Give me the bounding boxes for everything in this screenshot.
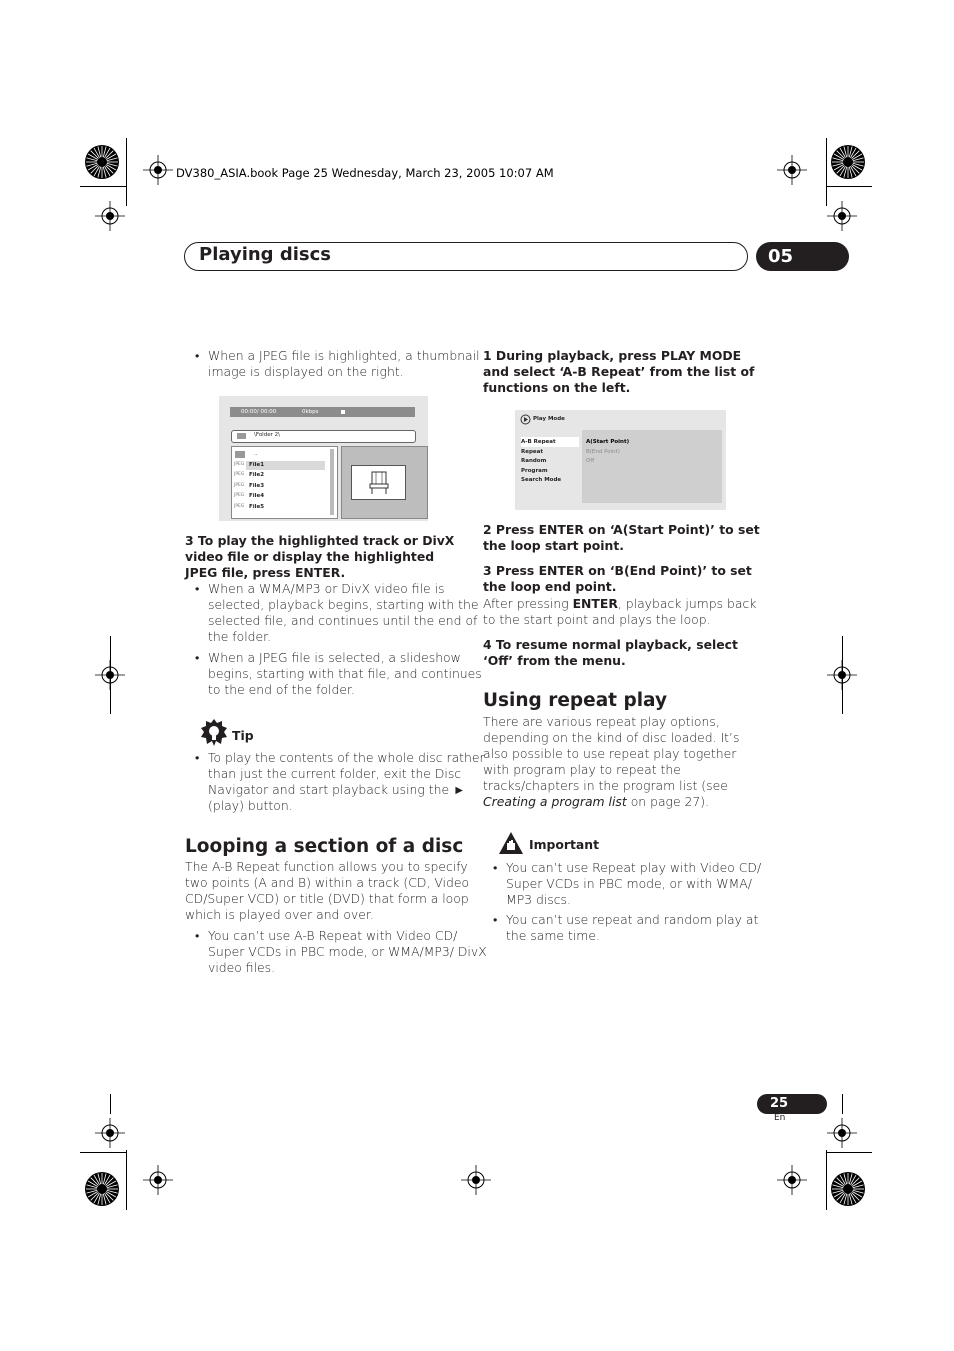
step-3-text-post: , playback jumps back to the start point and plays the loop. <box>483 596 757 627</box>
looping-text: The A-B Repeat function allows you to specify two points (A and B) within a track (CD, Video CD/Super VCD) or title (DVD) that form a loop which is played over and over. <box>185 859 470 922</box>
chair-icon <box>369 471 389 495</box>
jpeg-file-icon: JPEG <box>234 503 245 509</box>
play-mode-menu-item[interactable]: Repeat <box>521 448 543 455</box>
step-4-resume: 4 To resume normal playback, select ‘Off’ from the menu. <box>483 637 738 668</box>
thumbnail-image <box>351 465 406 500</box>
important-bullet-2: • You can’t use repeat and random play at the same time. <box>483 912 781 944</box>
step-3-end-point: 3 Press ENTER on ‘B(End Point)’ to set the loop end point. <box>483 563 752 594</box>
important-bullet-1: • You can’t use Repeat play with Video CD/ Super VCDs in PBC mode, or with WMA/ MP3 discs. <box>483 860 781 908</box>
play-mode-screenshot <box>515 410 726 510</box>
program-list-ref: Creating a program list <box>483 794 627 809</box>
crop-line <box>110 1094 111 1114</box>
play-mode-option[interactable]: A(Start Point) <box>586 439 630 445</box>
step-2-start-point: 2 Press ENTER on ‘A(Start Point)’ to set the loop start point. <box>483 522 760 553</box>
wma-bullet: • When a WMA/MP3 or DivX video file is selected, playback begins, starting with the selected file, and continues until the end of the folder. <box>185 581 488 645</box>
folder-icon <box>237 433 246 439</box>
crop-line <box>110 636 111 714</box>
repeat-heading: Using repeat play <box>483 690 668 711</box>
jpeg-file-icon: JPEG <box>234 472 245 478</box>
play-mode-menu-item[interactable]: Random <box>521 458 547 465</box>
print-info: DV380_ASIA.book Page 25 Wednesday, March 23, 2005 10:07 AM <box>176 166 554 180</box>
repeat-text <box>483 714 763 810</box>
crop-line <box>80 1152 126 1153</box>
tip-bullet: • To play the contents of the whole disc rather than just the current folder, exit the Disc Navigator and start playback using the ► (play) button. <box>185 750 488 814</box>
crop-line <box>126 138 127 206</box>
registration-mark <box>777 155 807 185</box>
play-mode-title: Play Mode <box>533 416 565 422</box>
step-1-play-mode: 1 During playback, press PLAY MODE and select ‘A-B Repeat’ from the list of functions on the left. <box>483 348 755 395</box>
color-target-mark <box>84 144 120 180</box>
color-target-mark <box>84 1171 120 1207</box>
registration-mark <box>95 1118 125 1148</box>
folder-icon <box>235 451 245 458</box>
file-item[interactable]: File4 <box>249 493 265 500</box>
slideshow-bullet: • When a JPEG file is selected, a slideshow begins, starting with that file, and continues to the end of the folder. <box>185 650 488 698</box>
disc-navigator-screenshot <box>219 396 428 521</box>
color-target-mark <box>830 144 866 180</box>
registration-mark <box>777 1165 807 1195</box>
step-3-description <box>483 596 763 628</box>
looping-bullet: • You can’t use A-B Repeat with Video CD/ Super VCDs in PBC mode, or WMA/MP3/ DivX video files. <box>185 928 488 976</box>
folder-path-field <box>231 430 416 443</box>
registration-mark <box>95 201 125 231</box>
crop-line <box>126 1150 127 1210</box>
file-item[interactable]: File2 <box>249 472 265 479</box>
language-label: En <box>774 1113 786 1123</box>
jpeg-file-icon: JPEG <box>234 493 245 499</box>
repeat-text-pre: There are various repeat play options, depending on the kind of disc loaded. It’s also possible to use repeat play together with program play to repeat the tracks/chapters in the program list (see <box>483 714 740 793</box>
jpeg-file-icon: JPEG <box>234 462 245 467</box>
thumbnail-panel <box>341 446 428 519</box>
time-readout: 00:00/ 00:00 <box>241 409 277 415</box>
registration-mark <box>827 1118 857 1148</box>
scrollbar <box>330 449 334 515</box>
options-panel <box>582 430 722 503</box>
file-list <box>231 446 338 519</box>
stop-icon <box>341 410 345 414</box>
file-item[interactable]: File1 <box>249 462 265 468</box>
crop-line <box>826 186 872 187</box>
play-mode-option[interactable]: Off <box>586 458 595 465</box>
important-label: Important <box>529 837 600 852</box>
play-mode-menu-item[interactable]: Program <box>521 467 548 474</box>
bitrate-readout: 0kbps <box>302 409 319 415</box>
crop-line <box>826 1150 827 1210</box>
chapter-title: Playing discs <box>199 244 331 265</box>
play-mode-option[interactable]: B(End Point) <box>586 448 620 455</box>
registration-mark <box>143 1165 173 1195</box>
crop-line <box>842 636 843 714</box>
crop-line <box>826 138 827 206</box>
play-mode-icon <box>520 414 531 425</box>
important-warning-icon <box>498 831 524 855</box>
parent-folder: .. <box>254 451 258 457</box>
step-3-text-pre: After pressing <box>483 596 573 611</box>
jpeg-file-icon: JPEG <box>234 482 245 488</box>
registration-mark <box>143 155 173 185</box>
repeat-text-post: on page 27). <box>626 794 710 809</box>
play-mode-menu-item[interactable]: Search Mode <box>521 477 562 484</box>
step-3-play: 3 To play the highlighted track or DivX video file or display the highlighted JPEG file, press ENTER. <box>185 533 455 580</box>
color-target-mark <box>830 1171 866 1207</box>
crop-line <box>80 186 126 187</box>
tip-label: Tip <box>232 728 254 743</box>
jpeg-bullet: • When a JPEG file is highlighted, a thumbnail image is displayed on the right. <box>185 348 488 380</box>
folder-path: \Folder 2\ <box>254 432 280 438</box>
status-bar <box>230 407 415 417</box>
tip-lightbulb-icon <box>199 718 229 748</box>
registration-mark <box>461 1165 491 1195</box>
looping-heading: Looping a section of a disc <box>185 836 464 857</box>
enter-key-label: ENTER <box>572 596 618 611</box>
play-mode-menu-item[interactable]: A-B Repeat <box>521 437 579 447</box>
file-item[interactable]: File5 <box>249 503 265 510</box>
registration-mark <box>827 201 857 231</box>
page-number: 25 <box>757 1094 827 1114</box>
chapter-number: 05 <box>756 242 849 271</box>
crop-line <box>842 1094 843 1114</box>
crop-line <box>826 1152 872 1153</box>
file-item[interactable]: File3 <box>249 482 265 489</box>
